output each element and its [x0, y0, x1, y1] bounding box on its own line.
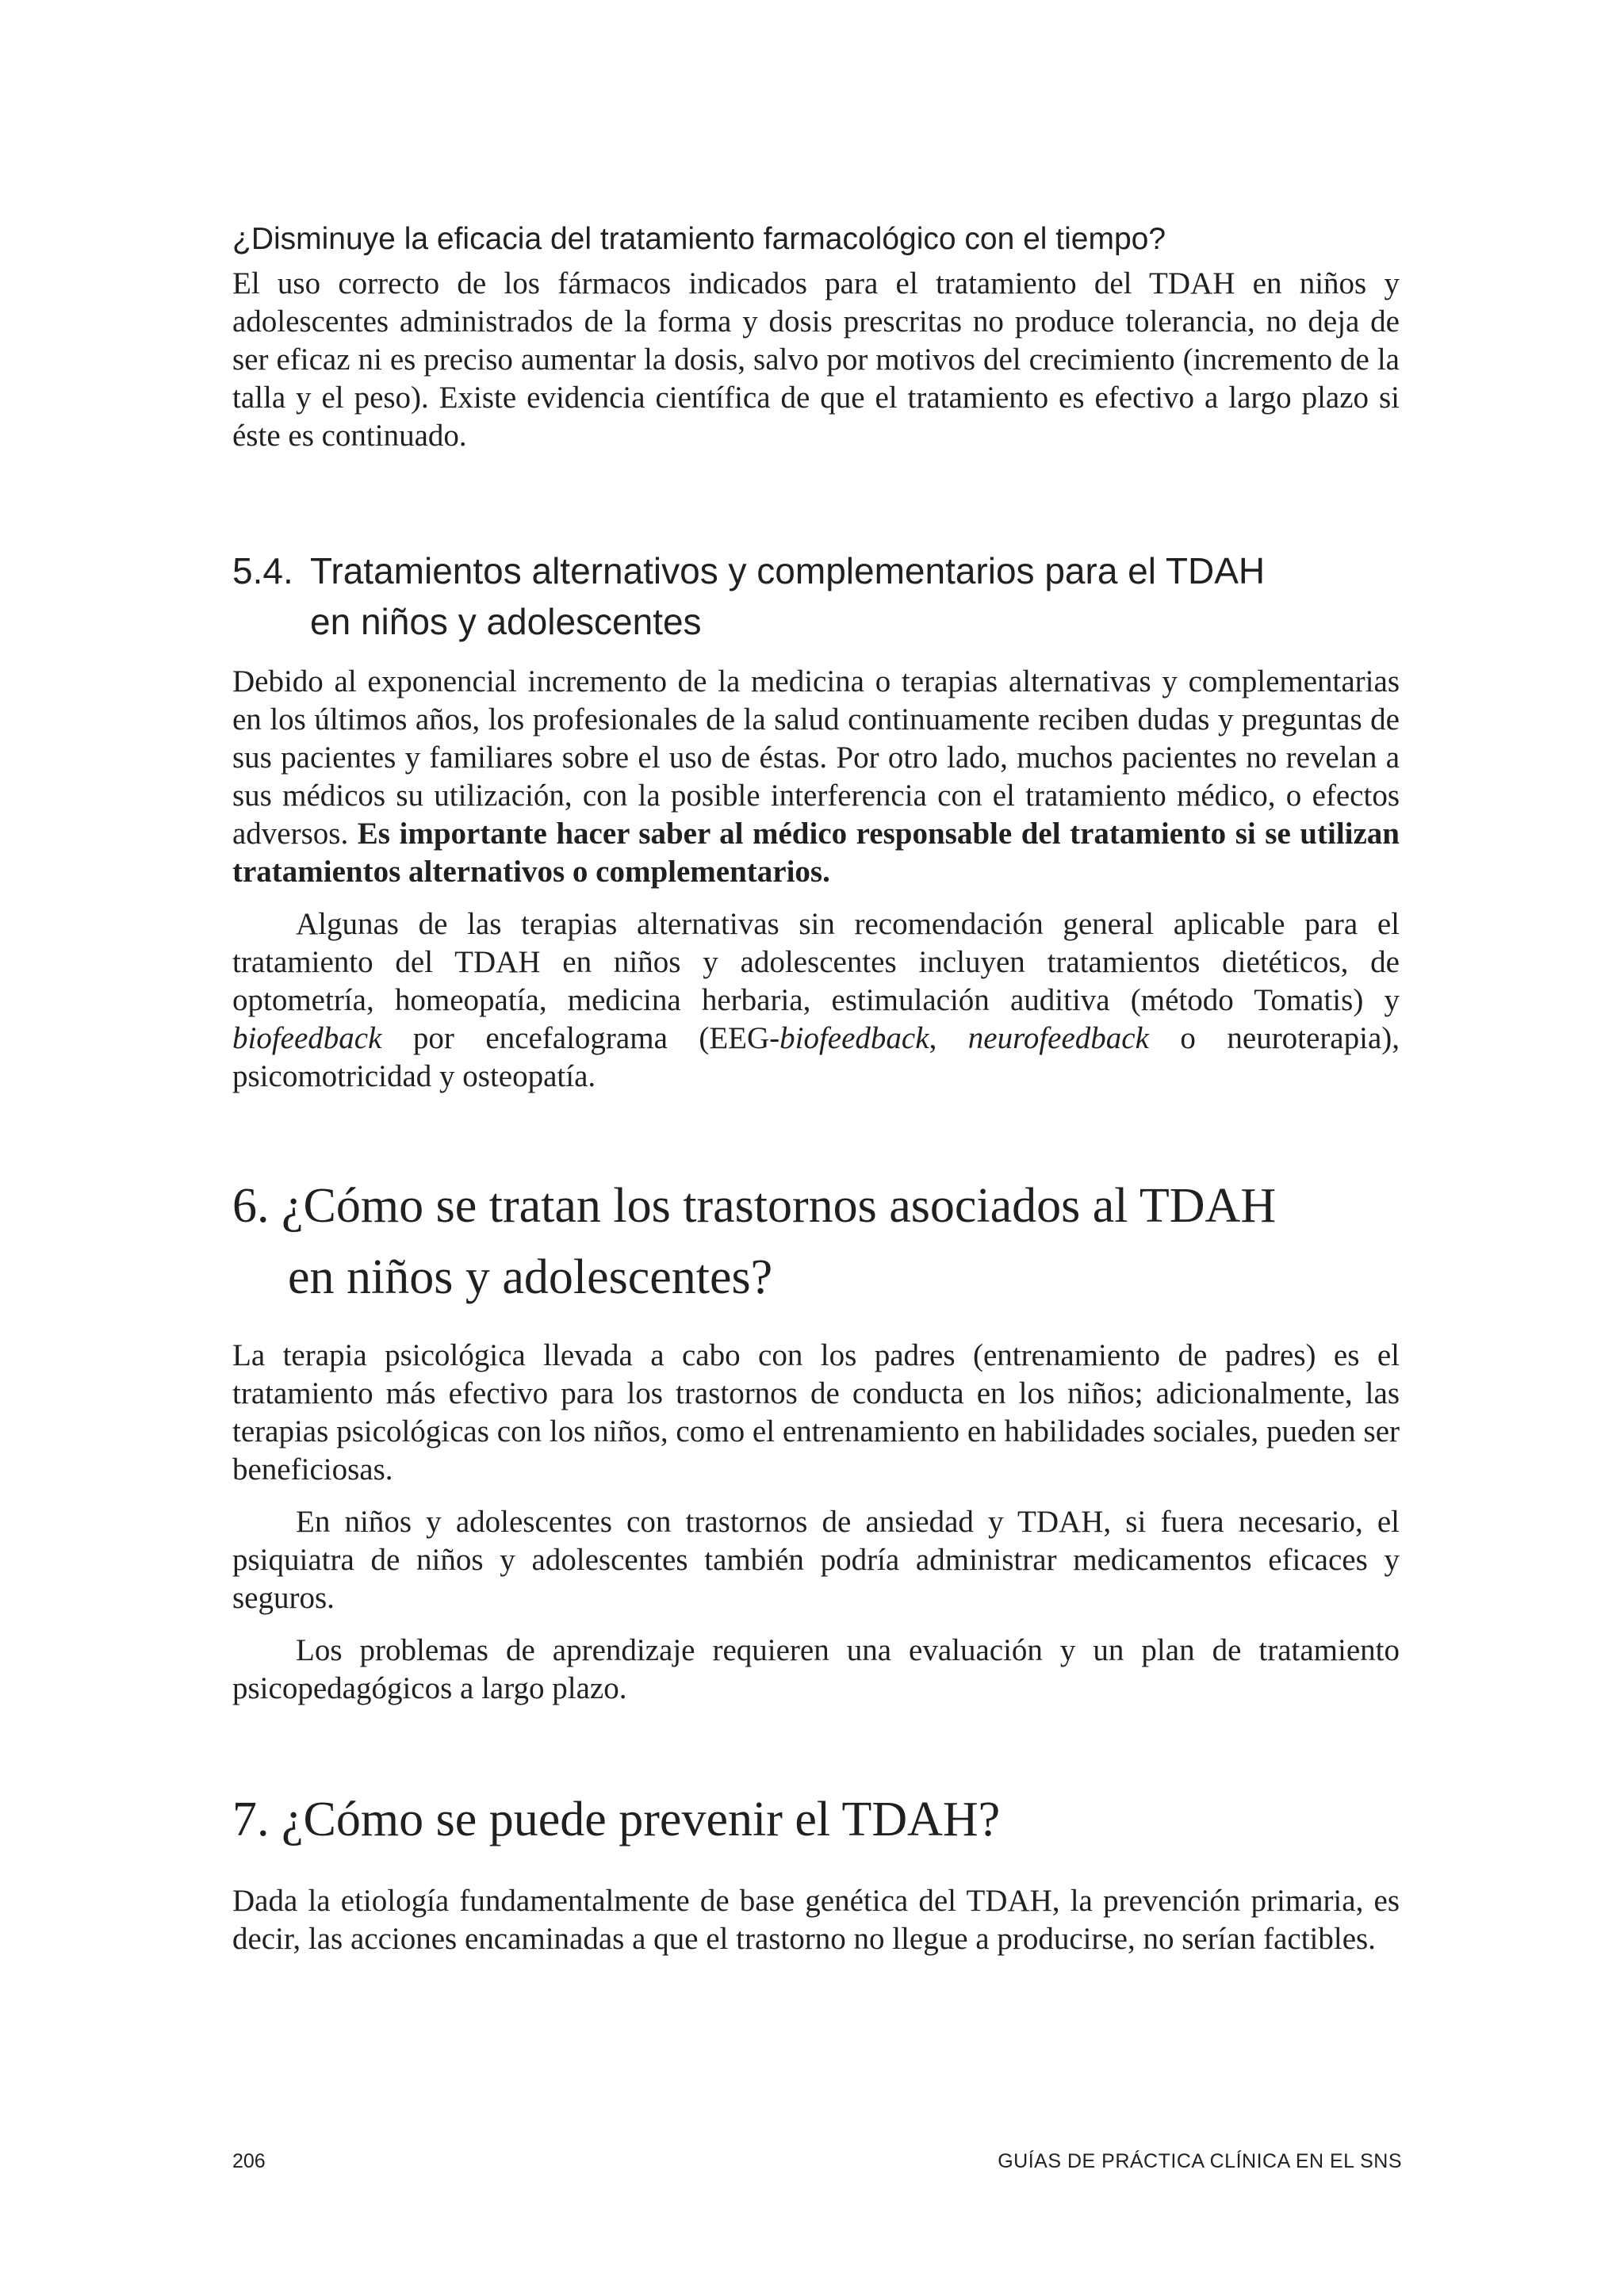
- section-5-4-heading: [232, 545, 1406, 647]
- section-5-4-title-line2: en niños y adolescentes: [310, 601, 702, 642]
- section-6-p2: En niños y adolescentes con trastornos de ansiedad y TDAH, si fuera necesario, el psiquiatra de niños y adolescentes también podría administrar medicamentos eficaces y seguros.: [232, 1505, 1400, 1615]
- section-6-p3: Los problemas de aprendizaje requieren una evaluación y un plan de tratamiento psicopedagógicos a largo plazo.: [232, 1633, 1400, 1705]
- question-paragraph: El uso correcto de los fármacos indicados para el tratamiento del TDAH en niños y adolescentes administrados de la forma y dosis prescritas no produce tolerancia, no deja de ser eficaz ni es preciso aumentar la dosis, salvo por motivos del crecimiento (incremento de la talla y el peso). Existe evidencia científica de que el tratamiento es efectivo a largo plazo si éste es continuado.: [232, 266, 1400, 453]
- page-number: 206: [232, 2150, 266, 2172]
- section-5-4-p1-text: Debido al exponencial incremento de la medicina o terapias alternativas y complementarias en los últimos años, los profesionales de la salud continuamente reciben dudas y preguntas de sus pacientes y familiares sobre el uso de éstas. Por otro lado, muchos pacientes no revelan a sus médicos su utilización, con la posible interferencia con el tratamiento médico, o efectos adversos.: [232, 664, 1400, 851]
- section-7-heading: 7. ¿Cómo se puede prevenir el TDAH?: [232, 1793, 1001, 1846]
- p2-italic-3: neurofeedback: [967, 1021, 1149, 1055]
- section-5-4-p2: [232, 905, 1400, 1096]
- p2-italic-2: biofeedback: [779, 1021, 929, 1055]
- question-heading: ¿Disminuye la eficacia del tratamiento farmacológico con el tiempo?: [232, 222, 1166, 256]
- section-5-4-p1-bold: Es importante hacer saber al médico responsable del tratamiento si se utilizan tratamientos alternativos o complementarios.: [232, 817, 1400, 889]
- p2-text-3: ,: [929, 1021, 968, 1055]
- section-7-p1: Dada la etiología fundamentalmente de base genética del TDAH, la prevención primaria, es decir, las acciones encaminadas a que el trastorno no llegue a producirse, no serían factibles.: [232, 1884, 1400, 1956]
- p2-text-1: Algunas de las terapias alternativas sin recomendación general aplicable para el tratamiento del TDAH en niños y adolescentes incluyen tratamientos dietéticos, de optometría, homeopatía, medicina herbaria, estimulación auditiva (método Tomatis) y: [232, 907, 1400, 1017]
- p2-text-4: o neuroterapia), psicomotricidad y osteopatía.: [232, 1021, 1400, 1093]
- p2-text-2: por encefalograma (EEG-: [381, 1021, 780, 1055]
- publication-title: GUÍAS DE PRÁCTICA CLÍNICA EN EL SNS: [998, 2150, 1402, 2172]
- section-5-4-body: [232, 663, 1400, 1096]
- section-5-4-title-line1: Tratamientos alternativos y complementarios para el TDAH: [310, 550, 1266, 591]
- section-6-title-line1: 6. ¿Cómo se tratan los trastornos asociados al TDAH: [232, 1179, 1277, 1233]
- section-5-4-number: 5.4.: [232, 550, 293, 591]
- section-6-heading: [232, 1170, 1406, 1313]
- section-6-title-line2: en niños y adolescentes?: [288, 1250, 773, 1304]
- section-6-p1: La terapia psicológica llevada a cabo con los padres (entrenamiento de padres) es el tratamiento más efectivo para los trastornos de conducta en los niños; adicionalmente, las terapias psicológicas con los niños, como el entrenamiento en habilidades sociales, pueden ser beneficiosas.: [232, 1338, 1400, 1487]
- p2-italic-1: biofeedback: [232, 1021, 382, 1055]
- section-6-body: [232, 1337, 1400, 1708]
